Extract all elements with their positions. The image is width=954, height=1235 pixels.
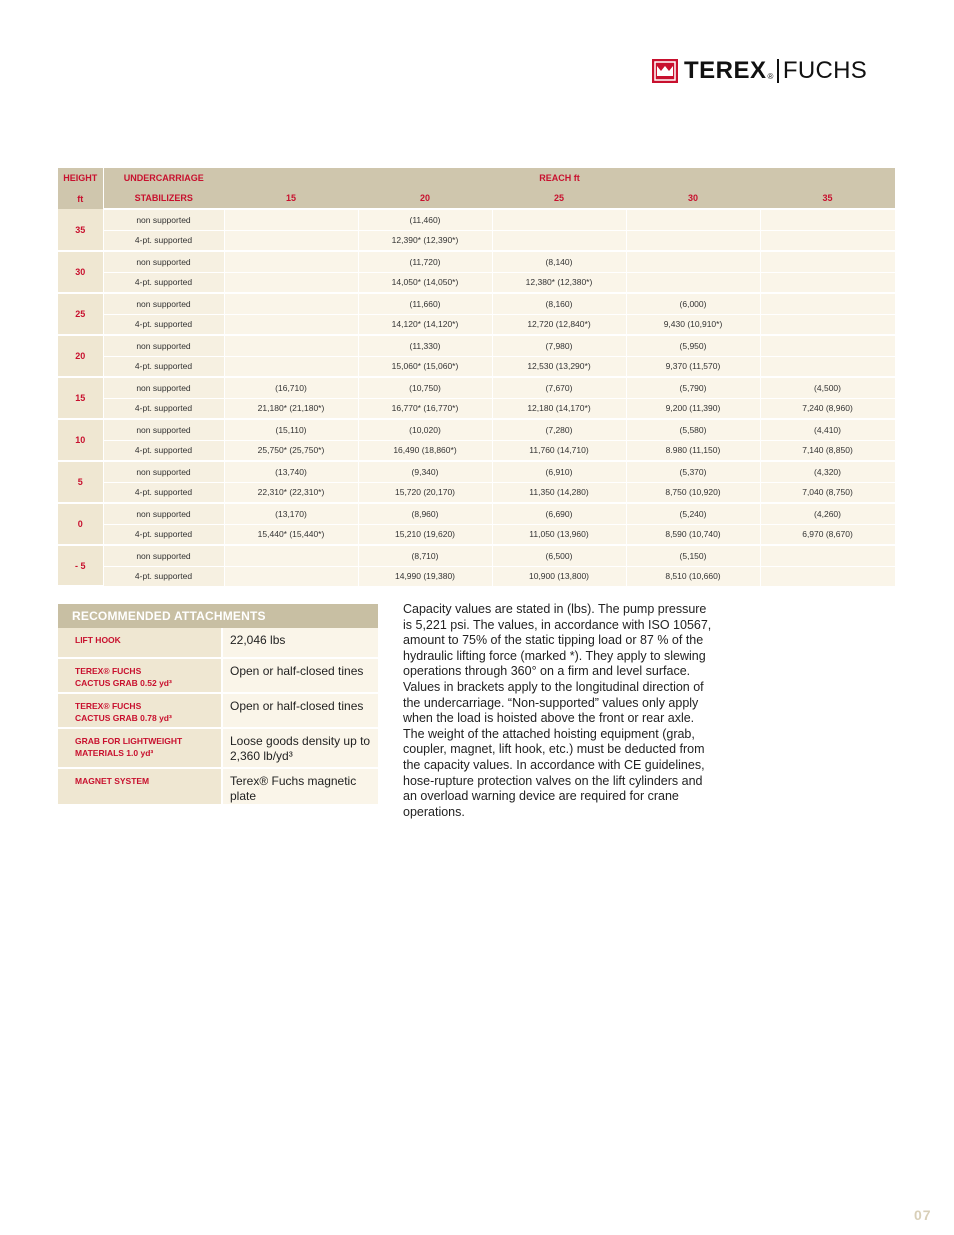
attachment-value	[222, 628, 378, 658]
brand-name: TEREX	[684, 57, 767, 84]
capacity-cell	[224, 566, 358, 586]
attachment-value-line1: Terex® Fuchs magnetic plate	[230, 774, 357, 803]
capacity-cell: (8,710)	[358, 545, 492, 566]
load-row-supported	[58, 440, 895, 461]
capacity-cell: (11,660)	[358, 293, 492, 314]
brand-registered-mark: ®	[767, 71, 774, 81]
capacity-cell: (6,910)	[492, 461, 626, 482]
capacity-cell: (11,330)	[358, 335, 492, 356]
load-row-non-supported	[58, 251, 895, 272]
height-cell: 25	[58, 293, 103, 335]
attachment-value-line1: Open or half-closed tines	[230, 699, 364, 713]
attachment-name	[58, 728, 222, 768]
stabilizers-header: STABILIZERS	[103, 188, 224, 209]
capacity-cell: (7,280)	[492, 419, 626, 440]
load-chart-body	[58, 209, 895, 586]
capacity-cell: 12,720 (12,840*)	[492, 314, 626, 335]
capacity-cell: (4,410)	[760, 419, 895, 440]
reach-35-header: 35	[760, 188, 895, 209]
attachment-name-line1: TEREX® FUCHS	[75, 666, 142, 676]
load-row-supported	[58, 314, 895, 335]
capacity-cell: 11,050 (13,960)	[492, 524, 626, 545]
attachment-name	[58, 628, 222, 658]
capacity-cell: (4,260)	[760, 503, 895, 524]
load-row-non-supported	[58, 461, 895, 482]
capacity-cell: 14,050* (14,050*)	[358, 272, 492, 293]
capacity-cell: (7,980)	[492, 335, 626, 356]
terex-crown-icon	[652, 59, 678, 83]
load-row-supported	[58, 398, 895, 419]
load-row-non-supported	[58, 545, 895, 566]
reach-15-header: 15	[224, 188, 358, 209]
undercarriage-cell: non supported	[103, 293, 224, 314]
undercarriage-cell: 4-pt. supported	[103, 314, 224, 335]
attachment-value-line1: 22,046 lbs	[230, 633, 286, 647]
height-cell: 0	[58, 503, 103, 545]
capacity-cell: (8,960)	[358, 503, 492, 524]
capacity-cell: (6,500)	[492, 545, 626, 566]
capacity-cell	[492, 209, 626, 230]
capacity-cell	[224, 545, 358, 566]
attachment-name-line2: CACTUS GRAB 0.52 yd³	[75, 678, 172, 688]
undercarriage-cell: non supported	[103, 419, 224, 440]
capacity-cell: (5,580)	[626, 419, 760, 440]
attachment-value	[222, 693, 378, 728]
capacity-cell	[626, 251, 760, 272]
load-row-non-supported	[58, 503, 895, 524]
capacity-cell: (8,140)	[492, 251, 626, 272]
capacity-cell: 8.980 (11,150)	[626, 440, 760, 461]
attachment-row	[58, 728, 378, 768]
undercarriage-cell: non supported	[103, 377, 224, 398]
capacity-cell: 10,900 (13,800)	[492, 566, 626, 586]
capacity-cell: 9,370 (11,570)	[626, 356, 760, 377]
undercarriage-cell: non supported	[103, 503, 224, 524]
undercarriage-cell: non supported	[103, 545, 224, 566]
attachment-name	[58, 658, 222, 693]
capacity-cell: 15,720 (20,170)	[358, 482, 492, 503]
capacity-cell	[224, 356, 358, 377]
capacity-cell	[626, 230, 760, 251]
capacity-cell	[760, 566, 895, 586]
undercarriage-cell: 4-pt. supported	[103, 482, 224, 503]
attachment-value	[222, 768, 378, 805]
attachment-name-line1: MAGNET SYSTEM	[75, 776, 150, 786]
capacity-cell: 15,440* (15,440*)	[224, 524, 358, 545]
capacity-cell: (16,710)	[224, 377, 358, 398]
recommended-attachments-table	[58, 604, 378, 806]
undercarriage-cell: 4-pt. supported	[103, 272, 224, 293]
attachment-value-line2: 2,360 lb/yd³	[230, 749, 293, 763]
undercarriage-cell: non supported	[103, 251, 224, 272]
capacity-cell	[760, 230, 895, 251]
brand-divider	[777, 59, 779, 83]
capacity-cell: (11,720)	[358, 251, 492, 272]
attachment-name	[58, 693, 222, 728]
height-unit-header: ft	[58, 188, 103, 209]
height-cell: 30	[58, 251, 103, 293]
attachment-name	[58, 768, 222, 805]
reach-20-header: 20	[358, 188, 492, 209]
capacity-cell: (5,150)	[626, 545, 760, 566]
capacity-cell: 12,180 (14,170*)	[492, 398, 626, 419]
load-row-non-supported	[58, 377, 895, 398]
capacity-cell: 15,210 (19,620)	[358, 524, 492, 545]
capacity-cell: 7,240 (8,960)	[760, 398, 895, 419]
terex-fuchs-logo	[652, 58, 867, 84]
capacity-cell	[224, 272, 358, 293]
capacity-cell: 9,430 (10,910*)	[626, 314, 760, 335]
capacity-cell: 6,970 (8,670)	[760, 524, 895, 545]
load-chart-table	[58, 168, 896, 587]
reach-30-header: 30	[626, 188, 760, 209]
capacity-cell: 8,750 (10,920)	[626, 482, 760, 503]
load-row-supported	[58, 230, 895, 251]
capacity-cell: 14,120* (14,120*)	[358, 314, 492, 335]
capacity-cell: 22,310* (22,310*)	[224, 482, 358, 503]
undercarriage-cell: non supported	[103, 209, 224, 230]
height-cell: - 5	[58, 545, 103, 586]
load-row-non-supported	[58, 209, 895, 230]
reach-header: REACH ft	[224, 168, 895, 188]
load-row-non-supported	[58, 335, 895, 356]
attachment-value	[222, 728, 378, 768]
capacity-cell: (9,340)	[358, 461, 492, 482]
page-number: 07	[914, 1207, 932, 1223]
capacity-cell: 7,140 (8,850)	[760, 440, 895, 461]
capacity-cell: 8,590 (10,740)	[626, 524, 760, 545]
capacity-cell	[760, 335, 895, 356]
attachment-name-line2: CACTUS GRAB 0.78 yd³	[75, 713, 172, 723]
capacity-cell: 8,510 (10,660)	[626, 566, 760, 586]
capacity-cell	[224, 251, 358, 272]
undercarriage-header: UNDERCARRIAGE	[103, 168, 224, 188]
capacity-cell	[626, 272, 760, 293]
capacity-cell: 12,530 (13,290*)	[492, 356, 626, 377]
capacity-cell	[760, 545, 895, 566]
capacity-cell	[224, 230, 358, 251]
height-cell: 10	[58, 419, 103, 461]
capacity-cell: (13,740)	[224, 461, 358, 482]
undercarriage-cell: 4-pt. supported	[103, 398, 224, 419]
undercarriage-cell: non supported	[103, 461, 224, 482]
capacity-cell	[224, 209, 358, 230]
capacity-notes: Capacity values are stated in (lbs). The pump pressure is 5,221 psi. The values, in accordance with ISO 10567, amount to 75% of the static tipping load or 87 % of the hydraulic lifting force (marked *). They apply to slewing operations through 360° on a firm and level surface. Values in brackets apply to the longitudinal direction of the undercarriage. “Non-supported” values only apply when the load is hoisted above the front or rear axle. The weight of the attached hoisting equipment (grab, coupler, magnet, lift hook, etc.) must be deducted from the capacity values. In accordance with CE guidelines, hose-rupture protection valves on the lift cylinders and an overload warning device are required for crane operations.	[403, 602, 712, 819]
capacity-cell: (6,000)	[626, 293, 760, 314]
attachment-name-line1: GRAB FOR LIGHTWEIGHT	[75, 736, 183, 746]
undercarriage-cell: 4-pt. supported	[103, 356, 224, 377]
capacity-cell: 21,180* (21,180*)	[224, 398, 358, 419]
undercarriage-cell: 4-pt. supported	[103, 566, 224, 586]
capacity-cell: 12,380* (12,380*)	[492, 272, 626, 293]
capacity-cell: (7,670)	[492, 377, 626, 398]
attachment-row	[58, 693, 378, 728]
capacity-cell: (6,690)	[492, 503, 626, 524]
capacity-cell: (5,370)	[626, 461, 760, 482]
capacity-cell: (15,110)	[224, 419, 358, 440]
capacity-cell	[760, 314, 895, 335]
brand-subname: FUCHS	[782, 57, 868, 84]
capacity-cell: (4,500)	[760, 377, 895, 398]
capacity-cell: (5,240)	[626, 503, 760, 524]
capacity-cell	[492, 230, 626, 251]
capacity-cell: (10,750)	[358, 377, 492, 398]
height-cell: 15	[58, 377, 103, 419]
capacity-cell: 14,990 (19,380)	[358, 566, 492, 586]
capacity-cell: 16,770* (16,770*)	[358, 398, 492, 419]
load-row-supported	[58, 566, 895, 586]
attachment-row	[58, 768, 378, 805]
capacity-cell: (11,460)	[358, 209, 492, 230]
capacity-cell: (5,790)	[626, 377, 760, 398]
capacity-cell	[760, 251, 895, 272]
attachment-value-line1: Loose goods density up to	[230, 734, 371, 748]
load-row-supported	[58, 524, 895, 545]
capacity-cell	[224, 314, 358, 335]
capacity-cell: 15,060* (15,060*)	[358, 356, 492, 377]
capacity-cell	[760, 293, 895, 314]
height-cell: 5	[58, 461, 103, 503]
attachments-title: RECOMMENDED ATTACHMENTS	[58, 604, 378, 628]
capacity-cell: 11,760 (14,710)	[492, 440, 626, 461]
capacity-cell: 9,200 (11,390)	[626, 398, 760, 419]
height-cell: 20	[58, 335, 103, 377]
undercarriage-cell: non supported	[103, 335, 224, 356]
reach-25-header: 25	[492, 188, 626, 209]
attachment-value	[222, 658, 378, 693]
capacity-cell	[760, 356, 895, 377]
capacity-cell	[760, 272, 895, 293]
height-header: HEIGHT	[58, 168, 103, 188]
capacity-cell: 12,390* (12,390*)	[358, 230, 492, 251]
capacity-cell: 25,750* (25,750*)	[224, 440, 358, 461]
load-row-supported	[58, 272, 895, 293]
attachment-row	[58, 628, 378, 658]
undercarriage-cell: 4-pt. supported	[103, 524, 224, 545]
load-row-supported	[58, 356, 895, 377]
capacity-cell	[224, 293, 358, 314]
load-row-non-supported	[58, 419, 895, 440]
attachment-name-line1: TEREX® FUCHS	[75, 701, 142, 711]
capacity-cell: (13,170)	[224, 503, 358, 524]
attachment-name-line2: MATERIALS 1.0 yd³	[75, 748, 154, 758]
capacity-cell: (8,160)	[492, 293, 626, 314]
attachment-value-line1: Open or half-closed tines	[230, 664, 364, 678]
undercarriage-cell: 4-pt. supported	[103, 440, 224, 461]
load-row-non-supported	[58, 293, 895, 314]
capacity-cell	[224, 335, 358, 356]
capacity-cell: (5,950)	[626, 335, 760, 356]
height-cell: 35	[58, 209, 103, 251]
capacity-cell: 7,040 (8,750)	[760, 482, 895, 503]
capacity-cell: 11,350 (14,280)	[492, 482, 626, 503]
capacity-cell	[626, 209, 760, 230]
capacity-cell: (10,020)	[358, 419, 492, 440]
load-row-supported	[58, 482, 895, 503]
capacity-cell: (4,320)	[760, 461, 895, 482]
capacity-cell: 16,490 (18,860*)	[358, 440, 492, 461]
undercarriage-cell: 4-pt. supported	[103, 230, 224, 251]
attachment-row	[58, 658, 378, 693]
capacity-cell	[760, 209, 895, 230]
attachment-name-line1: LIFT HOOK	[75, 635, 121, 645]
